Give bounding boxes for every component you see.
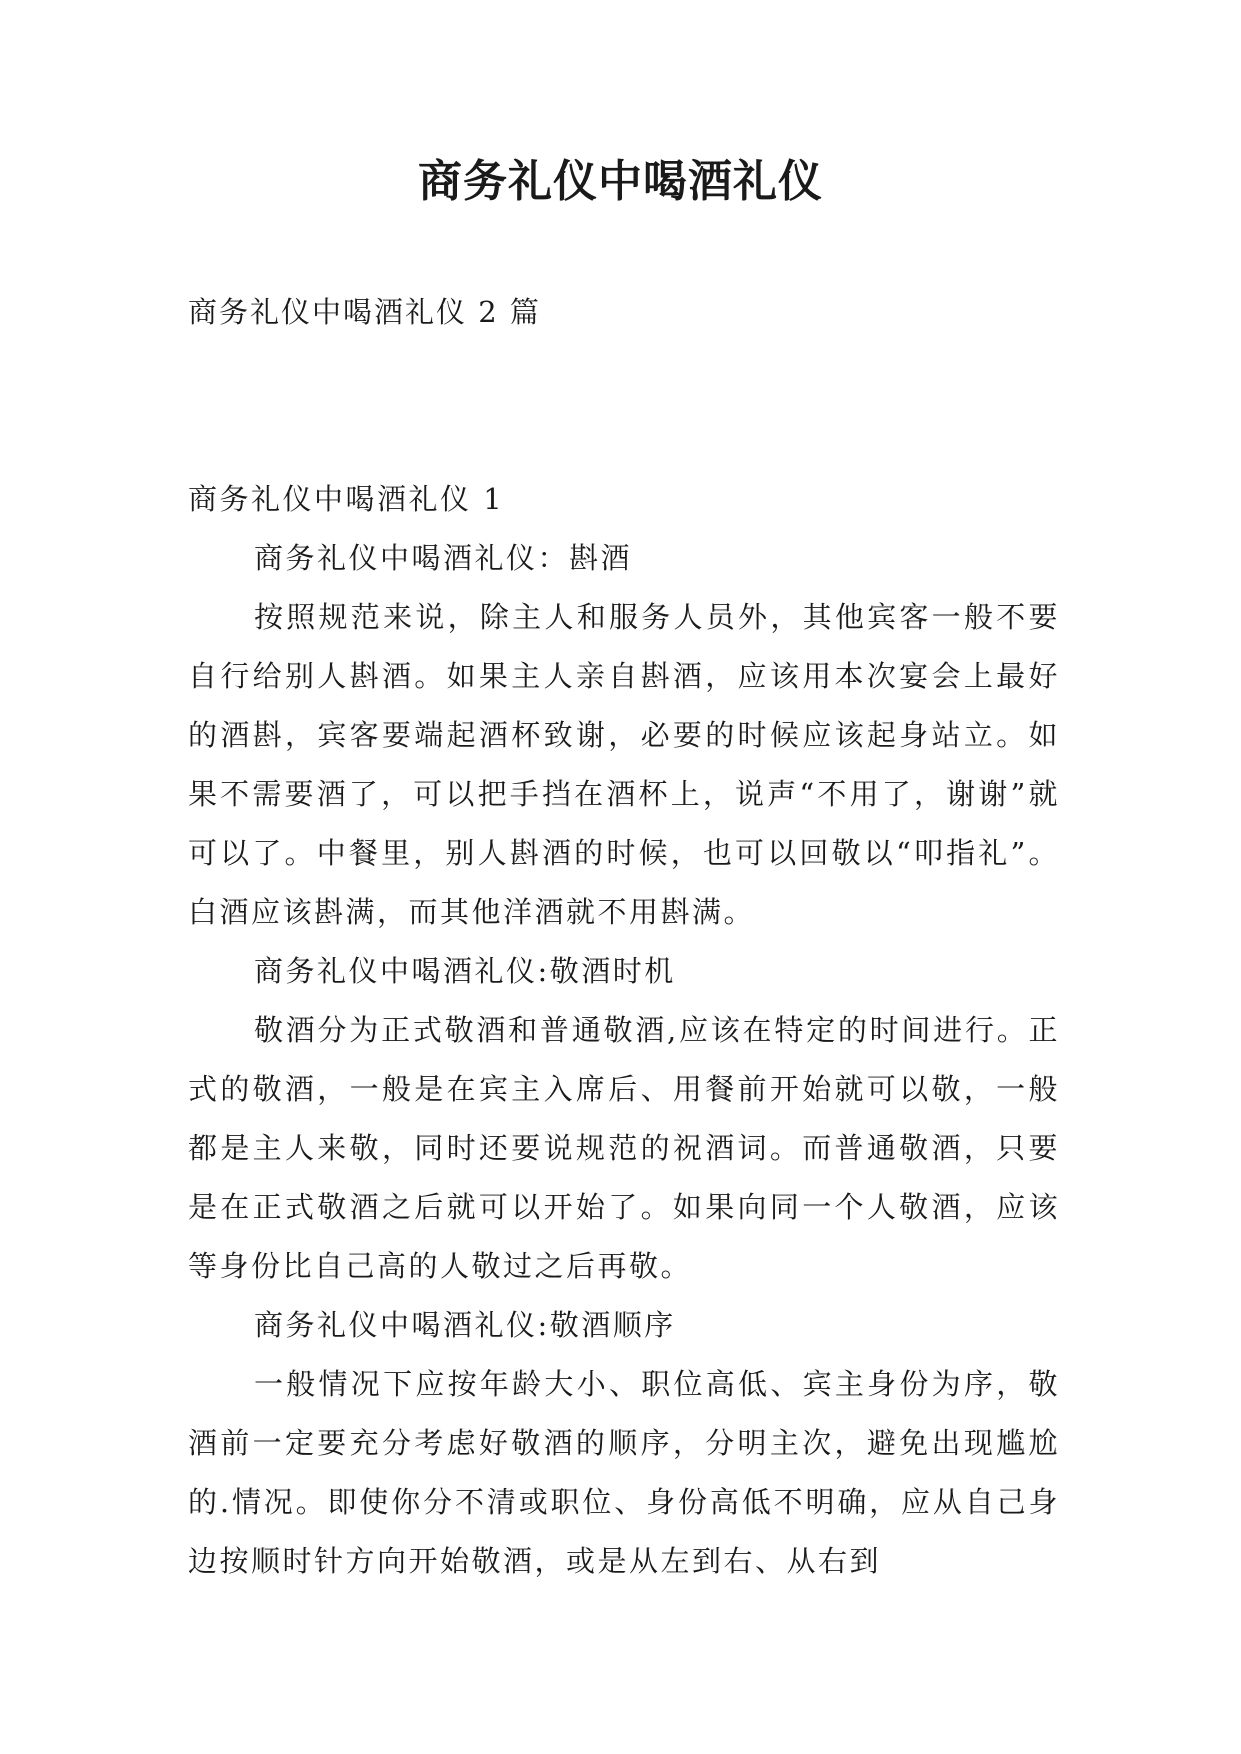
document-title: 商务礼仪中喝酒礼仪 bbox=[418, 156, 823, 207]
section-paragraph-toast-order: 一般情况下应按年龄大小、职位高低、宾主身份为序，敬酒前一定要充分考虑好敬酒的顺序，分明主次，避免出现尴尬的.情况。即使你分不清或职位、身份高低不明确，应从自己身边按顺时针方向开始敬酒，或是从左到右、从右到 bbox=[188, 1367, 1060, 1578]
section-heading-pouring: 商务礼仪中喝酒礼仪：斟酒 bbox=[254, 541, 633, 575]
section-paragraph-pouring: 按照规范来说，除主人和服务人员外，其他宾客一般不要自行给别人斟酒。如果主人亲自斟酒，应该用本次宴会上最好的酒斟，宾客要端起酒杯致谢，必要的时候应该起身站立。如果不需要酒了，可以把手挡在酒杯上，说声“不用了，谢谢”就可以了。中餐里，别人斟酒的时候，也可以回敬以“叩指礼”。白酒应该斟满，而其他洋酒就不用斟满。 bbox=[188, 600, 1060, 929]
document-body bbox=[188, 470, 1060, 1591]
part-heading: 商务礼仪中喝酒礼仪 1 bbox=[188, 482, 505, 516]
section-paragraph-toast-timing: 敬酒分为正式敬酒和普通敬酒,应该在特定的时间进行。正式的敬酒，一般是在宾主入席后、用餐前开始就可以敬，一般都是主人来敬，同时还要说规范的祝酒词。而普通敬酒，只要是在正式敬酒之后就可以开始了。如果向同一个人敬酒，应该等身份比自己高的人敬过之后再敬。 bbox=[188, 1013, 1060, 1283]
document-subtitle: 商务礼仪中喝酒礼仪 2 篇 bbox=[188, 295, 541, 329]
section-heading-toast-timing: 商务礼仪中喝酒礼仪:敬酒时机 bbox=[254, 954, 676, 988]
section-heading-toast-order: 商务礼仪中喝酒礼仪:敬酒顺序 bbox=[254, 1308, 676, 1342]
